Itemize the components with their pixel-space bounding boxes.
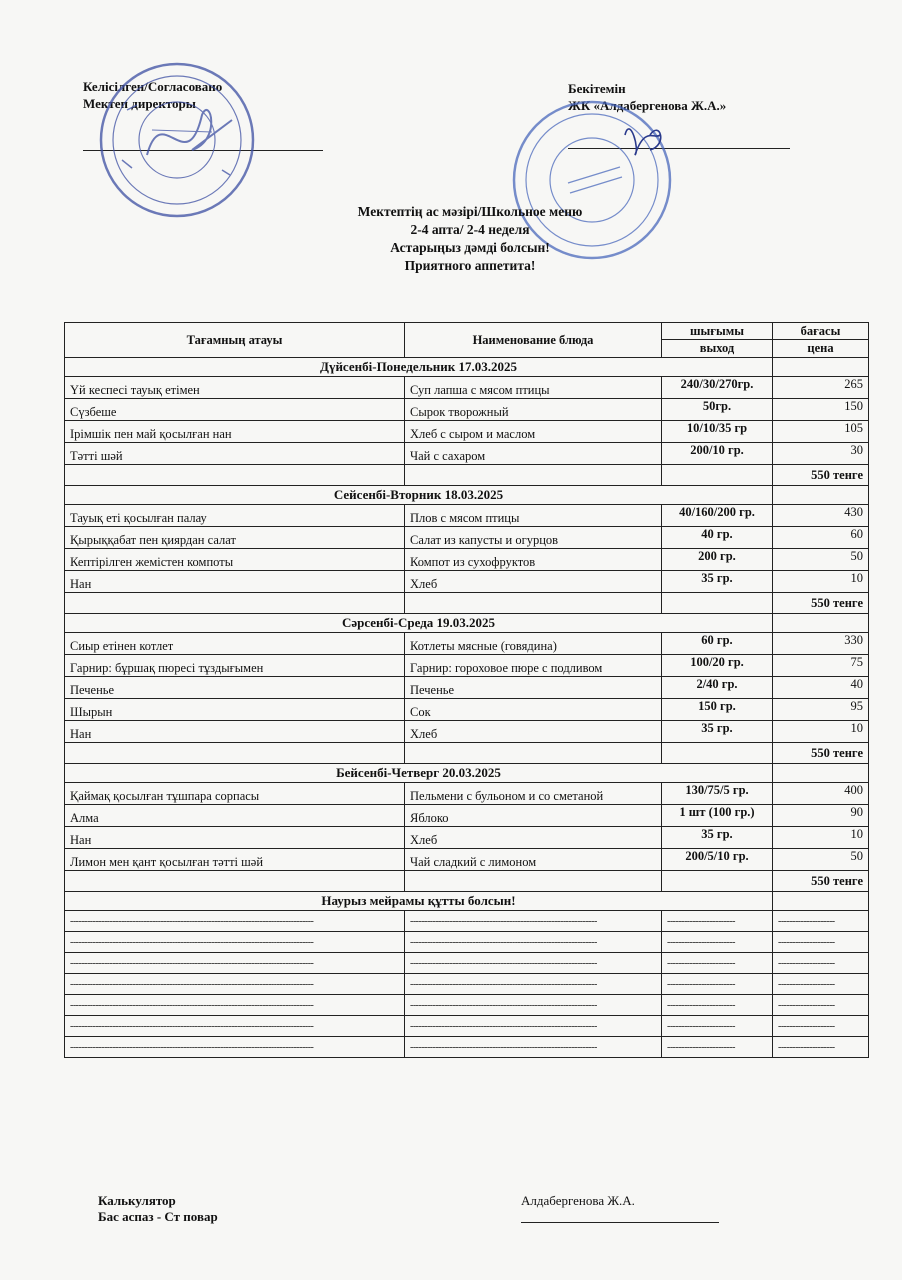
dish-name-kz: Печенье	[65, 677, 405, 699]
empty-dashed-row	[65, 995, 869, 1016]
day-total-price: 550 тенге	[773, 465, 869, 486]
dash-cell-price: --------------------	[773, 911, 869, 932]
dish-price: 40	[773, 677, 869, 699]
menu-title-line-1: Мектептің ас мәзірі/Школьное меню	[357, 204, 583, 219]
footer-right	[521, 1193, 635, 1209]
dash-cell-price: --------------------	[773, 1037, 869, 1058]
dash-cell-out: ------------------------	[662, 911, 773, 932]
day-total-row	[65, 593, 869, 614]
footer-left	[98, 1193, 218, 1225]
menu-title-block	[280, 203, 660, 275]
dish-name-kz: Тауық еті қосылған палау	[65, 505, 405, 527]
menu-item-row	[65, 849, 869, 871]
menu-item-row	[65, 527, 869, 549]
dash-cell-ru: ------------------------------------------------------------------	[405, 1016, 662, 1037]
dish-output: 10/10/35 гр	[662, 421, 773, 443]
dish-name-kz: Сүзбеше	[65, 399, 405, 421]
day-header-row	[65, 614, 869, 633]
total-empty-kz	[65, 871, 405, 892]
dish-name-kz: Сиыр етінен котлет	[65, 633, 405, 655]
dash-cell-ru: ------------------------------------------------------------------	[405, 974, 662, 995]
dish-name-kz: Нан	[65, 721, 405, 743]
dish-price: 95	[773, 699, 869, 721]
dish-price: 75	[773, 655, 869, 677]
dish-name-kz: Нан	[65, 827, 405, 849]
day-header-row	[65, 486, 869, 505]
day-title: Сейсенбі-Вторник 18.03.2025	[65, 486, 773, 505]
day-header-row	[65, 358, 869, 377]
header-dish-ru: Наименование блюда	[405, 323, 662, 358]
day-total-price: 550 тенге	[773, 743, 869, 764]
menu-item-row	[65, 721, 869, 743]
dish-name-ru: Хлеб	[405, 571, 662, 593]
dash-cell-ru: ------------------------------------------------------------------	[405, 911, 662, 932]
dash-cell-kz: --------------------------------------------------------------------------------------	[65, 911, 405, 932]
dash-cell-out: ------------------------	[662, 932, 773, 953]
dish-name-ru: Сок	[405, 699, 662, 721]
total-empty-ru	[405, 465, 662, 486]
dish-name-kz: Алма	[65, 805, 405, 827]
empty-dashed-row	[65, 953, 869, 974]
dash-cell-ru: ------------------------------------------------------------------	[405, 1037, 662, 1058]
dish-price: 330	[773, 633, 869, 655]
dish-name-ru: Гарнир: гороховое пюре с подливом	[405, 655, 662, 677]
day-title-empty-cell	[773, 764, 869, 783]
dish-price: 400	[773, 783, 869, 805]
dash-cell-ru: ------------------------------------------------------------------	[405, 995, 662, 1016]
menu-item-row	[65, 377, 869, 399]
school-stamp-seal	[92, 60, 262, 220]
dish-price: 10	[773, 721, 869, 743]
dish-name-kz: Шырын	[65, 699, 405, 721]
dash-cell-ru: ------------------------------------------------------------------	[405, 953, 662, 974]
menu-title-line-2: 2-4 апта/ 2-4 неделя	[410, 222, 530, 237]
dish-price: 150	[773, 399, 869, 421]
dish-output: 35 гр.	[662, 827, 773, 849]
menu-item-row	[65, 655, 869, 677]
entrepreneur-label: ЖК «Алдабергенова Ж.А.»	[568, 98, 727, 113]
total-empty-out	[662, 593, 773, 614]
header-dish-kz: Тағамның атауы	[65, 323, 405, 358]
dish-output: 2/40 гр.	[662, 677, 773, 699]
dish-price: 50	[773, 849, 869, 871]
dish-output: 240/30/270гр.	[662, 377, 773, 399]
dish-name-ru: Яблоко	[405, 805, 662, 827]
dish-name-kz: Үй кеспесі тауық етімен	[65, 377, 405, 399]
day-title-empty-cell	[773, 358, 869, 377]
dash-cell-out: ------------------------	[662, 1016, 773, 1037]
menu-title-line-3: Астарыңыз дәмді болсын!	[390, 240, 550, 255]
header-output-ru: выход	[662, 340, 773, 358]
total-empty-kz	[65, 465, 405, 486]
dash-cell-ru: ------------------------------------------------------------------	[405, 932, 662, 953]
dish-output: 40 гр.	[662, 527, 773, 549]
dish-name-ru: Пельмени с бульоном и со сметаной	[405, 783, 662, 805]
menu-item-row	[65, 633, 869, 655]
dish-output: 200/10 гр.	[662, 443, 773, 465]
menu-title-line-4: Приятного аппетита!	[404, 258, 536, 273]
menu-item-row	[65, 677, 869, 699]
day-title-empty-cell	[773, 614, 869, 633]
dish-price: 30	[773, 443, 869, 465]
menu-item-row	[65, 783, 869, 805]
empty-dashed-row	[65, 1037, 869, 1058]
dash-cell-kz: --------------------------------------------------------------------------------------	[65, 932, 405, 953]
agreed-label: Келісілген/Согласовано	[83, 79, 223, 94]
dish-output: 100/20 гр.	[662, 655, 773, 677]
day-total-row	[65, 465, 869, 486]
day-total-row	[65, 743, 869, 764]
calculator-label: Калькулятор	[98, 1193, 176, 1208]
dish-name-ru: Компот из сухофруктов	[405, 549, 662, 571]
empty-dashed-row	[65, 974, 869, 995]
dish-name-ru: Суп лапша с мясом птицы	[405, 377, 662, 399]
holiday-empty-cell	[773, 892, 869, 911]
total-empty-ru	[405, 593, 662, 614]
day-total-row	[65, 871, 869, 892]
dash-cell-kz: --------------------------------------------------------------------------------------	[65, 1037, 405, 1058]
dish-output: 200 гр.	[662, 549, 773, 571]
dish-output: 200/5/10 гр.	[662, 849, 773, 871]
dish-price: 265	[773, 377, 869, 399]
dish-output: 35 гр.	[662, 571, 773, 593]
dish-output: 35 гр.	[662, 721, 773, 743]
total-empty-kz	[65, 593, 405, 614]
dish-price: 10	[773, 571, 869, 593]
dash-cell-kz: --------------------------------------------------------------------------------------	[65, 953, 405, 974]
menu-table	[64, 322, 869, 1058]
menu-item-row	[65, 827, 869, 849]
empty-dashed-row	[65, 932, 869, 953]
holiday-row	[65, 892, 869, 911]
dish-name-kz: Гарнир: бұршақ пюресі тұздығымен	[65, 655, 405, 677]
total-empty-out	[662, 871, 773, 892]
header-price-kz: бағасы	[773, 323, 869, 340]
total-empty-ru	[405, 871, 662, 892]
total-empty-out	[662, 465, 773, 486]
dish-name-kz: Қаймақ қосылған тұшпара сорпасы	[65, 783, 405, 805]
dash-cell-kz: --------------------------------------------------------------------------------------	[65, 974, 405, 995]
dish-price: 105	[773, 421, 869, 443]
dish-name-ru: Хлеб	[405, 827, 662, 849]
holiday-greeting: Наурыз мейрамы құтты болсын!	[65, 892, 773, 911]
dash-cell-kz: --------------------------------------------------------------------------------------	[65, 995, 405, 1016]
menu-item-row	[65, 805, 869, 827]
dish-name-ru: Хлеб	[405, 721, 662, 743]
header-price-ru: цена	[773, 340, 869, 358]
dish-output: 150 гр.	[662, 699, 773, 721]
dish-name-kz: Ірімшік пен май қосылған нан	[65, 421, 405, 443]
dish-price: 10	[773, 827, 869, 849]
dish-name-ru: Хлеб с сыром и маслом	[405, 421, 662, 443]
menu-item-row	[65, 421, 869, 443]
dish-output: 40/160/200 гр.	[662, 505, 773, 527]
head-chef-label: Бас аспаз - Ст повар	[98, 1209, 218, 1224]
dish-name-ru: Котлеты мясные (говядина)	[405, 633, 662, 655]
footer-signature-line	[521, 1222, 719, 1223]
approved-label: Бекітемін	[568, 81, 626, 96]
empty-dashed-row	[65, 911, 869, 932]
menu-item-row	[65, 699, 869, 721]
day-total-price: 550 тенге	[773, 871, 869, 892]
dish-name-ru: Чай сладкий с лимоном	[405, 849, 662, 871]
footer-signatory-name: Алдабергенова Ж.А.	[521, 1193, 635, 1208]
menu-table-body	[65, 358, 869, 1058]
dish-output: 130/75/5 гр.	[662, 783, 773, 805]
day-title: Сәрсенбі-Среда 19.03.2025	[65, 614, 773, 633]
dash-cell-out: ------------------------	[662, 953, 773, 974]
menu-item-row	[65, 399, 869, 421]
dash-cell-out: ------------------------	[662, 995, 773, 1016]
dish-price: 90	[773, 805, 869, 827]
dish-name-ru: Салат из капусты и огурцов	[405, 527, 662, 549]
dish-price: 50	[773, 549, 869, 571]
dash-cell-price: --------------------	[773, 974, 869, 995]
dash-cell-kz: --------------------------------------------------------------------------------------	[65, 1016, 405, 1037]
dish-output: 50гр.	[662, 399, 773, 421]
total-empty-out	[662, 743, 773, 764]
dish-name-ru: Печенье	[405, 677, 662, 699]
dash-cell-price: --------------------	[773, 1016, 869, 1037]
total-empty-ru	[405, 743, 662, 764]
dish-name-kz: Нан	[65, 571, 405, 593]
dish-output: 1 шт (100 гр.)	[662, 805, 773, 827]
day-title: Бейсенбі-Четверг 20.03.2025	[65, 764, 773, 783]
dash-cell-out: ------------------------	[662, 974, 773, 995]
dash-cell-price: --------------------	[773, 995, 869, 1016]
dish-name-kz: Кептірілген жемістен компоты	[65, 549, 405, 571]
school-director-label: Мектеп директоры	[83, 96, 196, 111]
dish-price: 60	[773, 527, 869, 549]
day-header-row	[65, 764, 869, 783]
dash-cell-price: --------------------	[773, 953, 869, 974]
dish-name-ru: Плов с мясом птицы	[405, 505, 662, 527]
menu-item-row	[65, 443, 869, 465]
dish-name-ru: Сырок творожный	[405, 399, 662, 421]
menu-item-row	[65, 571, 869, 593]
dash-cell-price: --------------------	[773, 932, 869, 953]
dish-output: 60 гр.	[662, 633, 773, 655]
dash-cell-out: ------------------------	[662, 1037, 773, 1058]
dish-name-ru: Чай с сахаром	[405, 443, 662, 465]
total-empty-kz	[65, 743, 405, 764]
dish-name-kz: Лимон мен қант қосылған тәтті шәй	[65, 849, 405, 871]
dish-price: 430	[773, 505, 869, 527]
day-title-empty-cell	[773, 486, 869, 505]
menu-item-row	[65, 549, 869, 571]
day-title: Дүйсенбі-Понедельник 17.03.2025	[65, 358, 773, 377]
day-total-price: 550 тенге	[773, 593, 869, 614]
empty-dashed-row	[65, 1016, 869, 1037]
menu-item-row	[65, 505, 869, 527]
dish-name-kz: Тәтті шәй	[65, 443, 405, 465]
dish-name-kz: Қырыққабат пен қиярдан салат	[65, 527, 405, 549]
header-output-kz: шығымы	[662, 323, 773, 340]
